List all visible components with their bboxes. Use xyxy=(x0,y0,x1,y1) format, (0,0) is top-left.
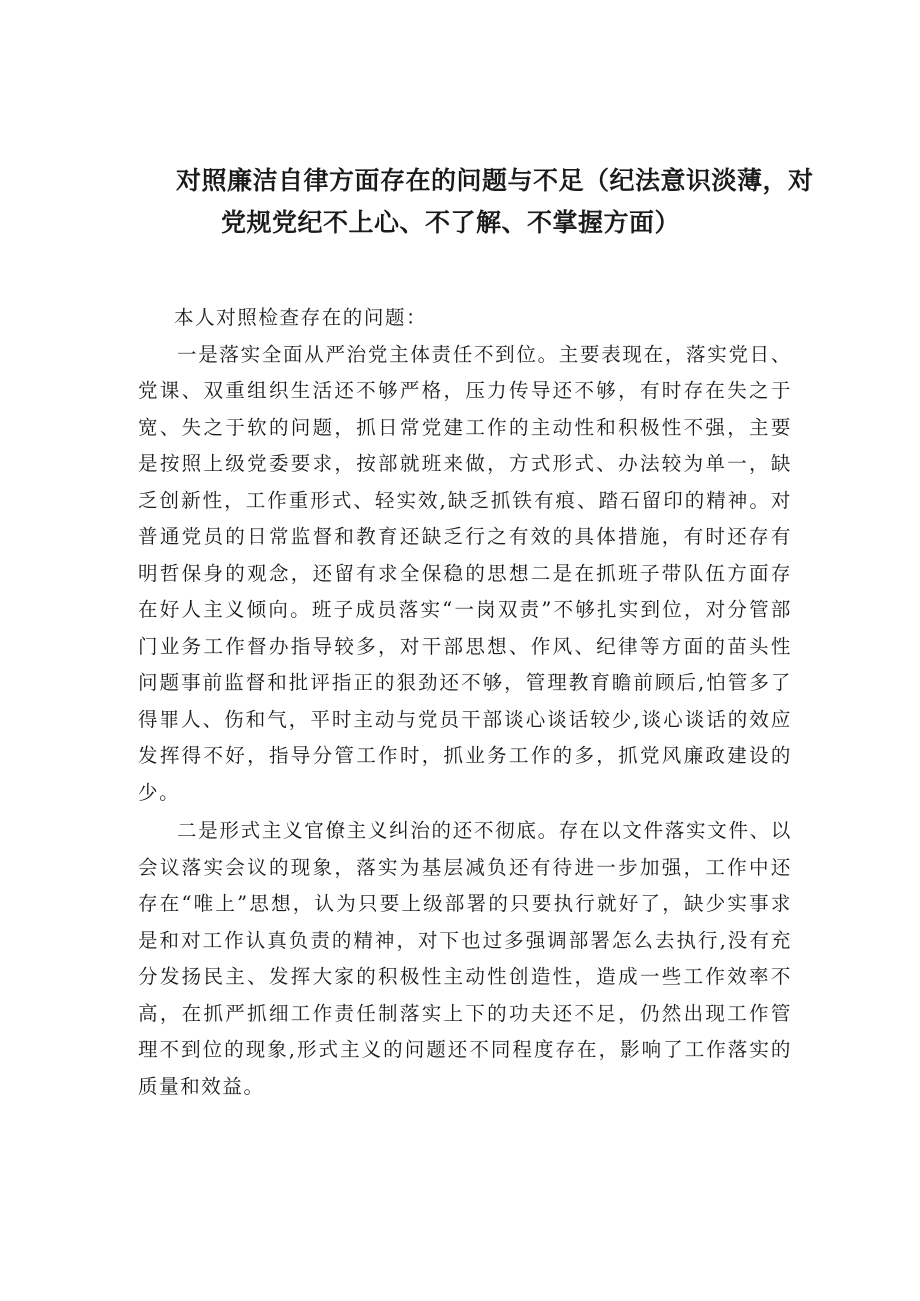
title-line-2: 党规党纪不上心、不了解、不掌握方面） xyxy=(221,208,681,237)
document-body xyxy=(138,300,792,1105)
paragraph-1: 一是落实全面从严治党主体责任不到位。主要表现在，落实党日、党课、双重组织生活还不够严格，压力传导还不够，有时存在失之于宽、失之于软的问题，抓日常党建工作的主动性和积极性不强，主要是按照上级党委要求，按部就班来做，方式形式、办法较为单一，缺乏创新性，工作重形式、轻实效,缺乏抓铁有痕、踏石留印的精神。对普通党员的日常监督和教育还缺乏行之有效的具体措施，有时还存有明哲保身的观念，还留有求全保稳的思想二是在抓班子带队伍方面存在好人主义倾向。班子成员落实“一岗双责”不够扎实到位，对分管部门业务工作督办指导较多，对干部思想、作风、纪律等方面的苗头性问题事前监督和批评指正的狠劲还不够，管理教育瞻前顾后,怕管多了得罪人、伤和气，平时主动与党员干部谈心谈话较少,谈心谈话的效应发挥得不好，指导分管工作时，抓业务工作的多，抓党风廉政建设的少。 xyxy=(138,342,792,804)
paragraph-2: 二是形式主义官僚主义纠治的还不彻底。存在以文件落实文件、以会议落实会议的现象，落实为基层减负还有待进一步加强，工作中还存在“唯上”思想，认为只要上级部署的只要执行就好了，缺少实事求是和对工作认真负责的精神，对下也过多强调部署怎么去执行,没有充分发扬民主、发挥大家的积极性主动性创造性，造成一些工作效率不高，在抓严抓细工作责任制落实上下的功夫还不足，仍然出现工作管理不到位的现象,形式主义的问题还不同程度存在，影响了工作落实的质量和效益。 xyxy=(138,819,792,1098)
title-line-1: 对照廉洁自律方面存在的问题与不足（纪法意识淡薄，对 xyxy=(176,166,814,195)
intro-line: 本人对照检查存在的问题： xyxy=(174,306,428,329)
document-title xyxy=(176,160,816,244)
